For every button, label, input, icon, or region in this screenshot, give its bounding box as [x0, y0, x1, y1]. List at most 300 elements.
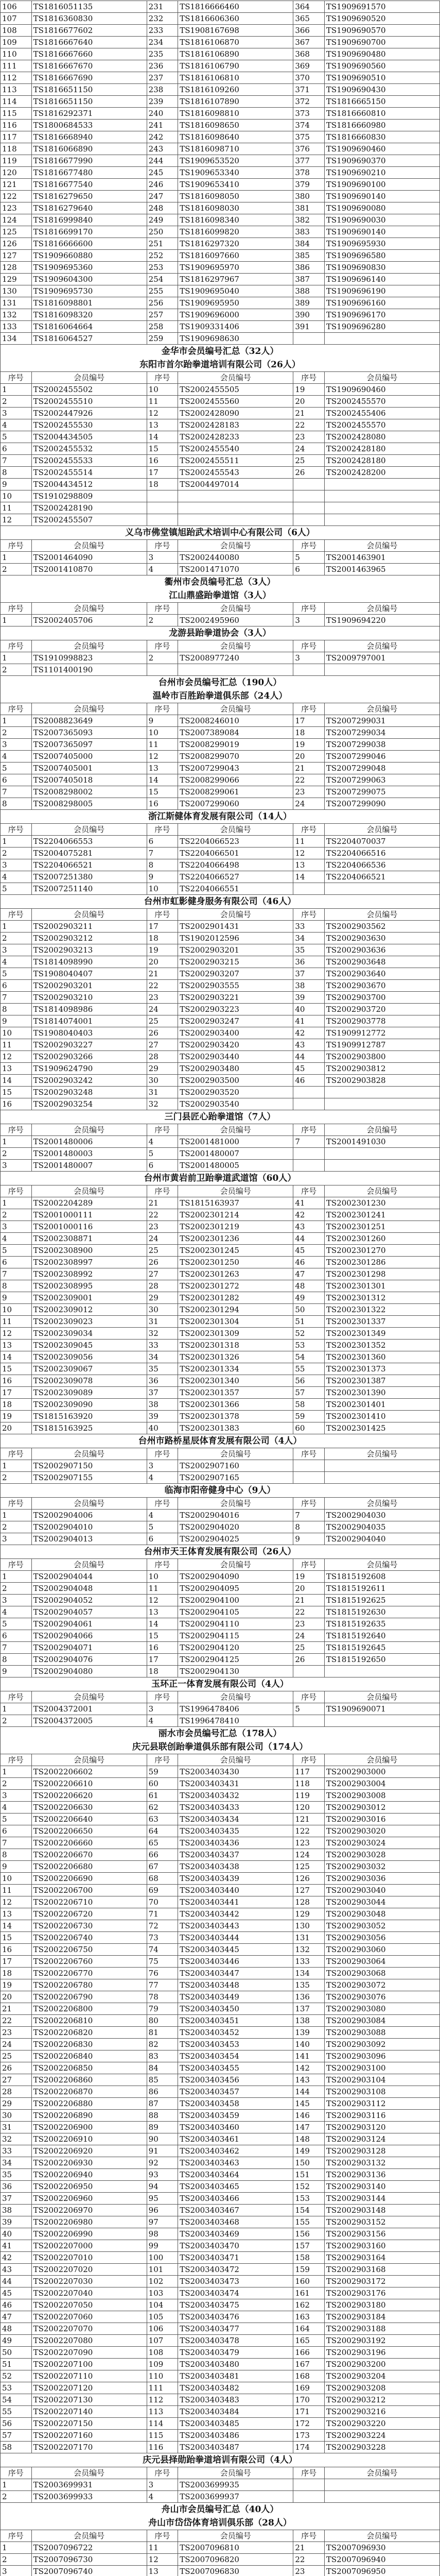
seq-cell: 67 — [147, 1861, 178, 1873]
member-id-cell: TS2002903000 — [324, 1766, 439, 1778]
seq-cell: 16 — [147, 798, 178, 810]
member-id-cell: TS2002903247 — [178, 1015, 293, 1027]
member-id-cell: TS2002903248 — [31, 1087, 147, 1098]
member-id-cell: TS2004075281 — [31, 848, 147, 859]
member-id-cell: TS2002903540 — [178, 1098, 293, 1110]
seq-cell: 112 — [147, 2394, 178, 2406]
member-id-cell: TS2002903168 — [324, 2264, 439, 2276]
seq-cell: 19 — [293, 739, 325, 751]
table-row — [1, 564, 440, 575]
member-id-cell: TS2002301245 — [178, 1245, 293, 1257]
member-id-cell: TS2003403439 — [178, 1873, 293, 1885]
table-row — [1, 238, 440, 250]
section-title: 衢州市会员编号汇总（3人） — [0, 575, 440, 589]
member-id-cell: TS2002206990 — [31, 2228, 147, 2240]
member-id-cell: TS1909690560 — [324, 60, 439, 72]
member-id-cell: TS2002207020 — [31, 2264, 147, 2276]
member-table — [0, 640, 440, 676]
member-id-cell: TS2002206660 — [31, 1837, 147, 1849]
member-id-cell: TS2003699935 — [178, 2479, 293, 2491]
table-row — [1, 1814, 440, 1825]
member-id-cell: TS2002903124 — [324, 2133, 439, 2145]
member-id-cell: TS2003403462 — [178, 2145, 293, 2157]
table-row — [1, 1472, 440, 1484]
table-row — [1, 443, 440, 455]
seq-cell: 126 — [1, 238, 32, 250]
seq-cell: 3 — [293, 615, 325, 626]
seq-cell: 76 — [147, 1968, 178, 1979]
seq-cell: 100 — [147, 2252, 178, 2264]
member-id-cell: TS2204066527 — [178, 871, 293, 883]
member-id-cell: TS2002903032 — [324, 1861, 439, 1873]
seq-cell: 55 — [1, 2406, 32, 2418]
seq-cell: 376 — [293, 143, 325, 155]
member-table — [0, 823, 440, 895]
member-id-cell: TS2002301352 — [324, 1340, 439, 1351]
header-cell: 序号 — [293, 372, 325, 384]
member-id-cell: TS2002301304 — [178, 1316, 293, 1328]
table-row — [1, 1654, 440, 1666]
member-id-cell: TS2002207090 — [31, 2347, 147, 2359]
member-id-cell: TS2002428200 — [324, 467, 439, 479]
seq-cell: 18 — [1, 1968, 32, 1979]
member-id-cell: TS2002301250 — [178, 1257, 293, 1268]
seq-cell: 249 — [147, 214, 178, 226]
seq-cell: 20 — [293, 396, 325, 408]
member-id-cell: TS2007096940 — [324, 2554, 439, 2566]
member-id-cell: TS2002301219 — [178, 1221, 293, 1233]
member-id-cell: TS2002903108 — [324, 2086, 439, 2098]
seq-cell: 108 — [1, 25, 32, 37]
member-id-cell: TS1909696170 — [324, 309, 439, 321]
seq-cell: 125 — [293, 1861, 325, 1873]
seq-cell: 134 — [1, 333, 32, 345]
member-id-cell: TS2003403432 — [178, 1790, 293, 1802]
member-id-cell: TS2003403460 — [178, 2122, 293, 2133]
table-row — [1, 1039, 440, 1051]
seq-cell: 15 — [147, 443, 178, 455]
header-cell: 序号 — [147, 1185, 178, 1197]
seq-cell: 33 — [1, 2145, 32, 2157]
table-row — [1, 2347, 440, 2359]
seq-cell: 43 — [293, 1039, 325, 1051]
table-row — [1, 84, 440, 96]
seq-cell: 165 — [293, 2335, 325, 2347]
header-cell: 会员编号 — [31, 540, 147, 552]
member-id-cell: TS2008299019 — [178, 739, 293, 751]
seq-cell: 129 — [293, 1908, 325, 1920]
member-id-cell: TS2002903096 — [324, 2050, 439, 2062]
member-id-cell: TS1816098650 — [178, 120, 293, 131]
seq-cell: 385 — [293, 250, 325, 262]
member-id-cell — [324, 1087, 439, 1098]
seq-cell: 40 — [147, 1422, 178, 1434]
member-id-cell: TS2002907150 — [31, 1460, 147, 1472]
member-id-cell — [324, 2491, 439, 2503]
member-id-cell: TS2003403441 — [178, 1896, 293, 1908]
member-id-cell: TS2002903180 — [324, 2299, 439, 2311]
member-id-cell: TS2001464090 — [31, 552, 147, 564]
member-id-cell: TS2002903068 — [324, 1968, 439, 1979]
seq-cell: 28 — [147, 1280, 178, 1292]
header-cell: 会员编号 — [178, 1559, 293, 1571]
member-id-cell — [178, 664, 293, 676]
seq-cell: 149 — [293, 2145, 325, 2157]
seq-cell: 17 — [147, 1654, 178, 1666]
seq-cell — [293, 1715, 325, 1727]
member-id-cell: TS2003403436 — [178, 1837, 293, 1849]
member-id-cell: TS1815163937 — [178, 1197, 293, 1209]
seq-cell: 1 — [1, 1136, 32, 1148]
member-id-cell: TS2002207040 — [31, 2287, 147, 2299]
section-title: 台州市路桥星辰体育发展有限公司（4人） — [0, 1434, 440, 1448]
table-row — [1, 1666, 440, 1677]
seq-cell: 151 — [293, 2169, 325, 2181]
member-id-cell: TS2002903060 — [324, 1944, 439, 1956]
seq-cell: 43 — [293, 1221, 325, 1233]
member-id-cell: TS2002903056 — [324, 1932, 439, 1944]
member-id-cell: TS2001000116 — [31, 1221, 147, 1233]
seq-cell: 164 — [293, 2323, 325, 2335]
seq-cell: 47 — [293, 1268, 325, 1280]
seq-cell: 240 — [147, 108, 178, 120]
seq-cell: 3 — [1, 2566, 32, 2576]
seq-cell: 4 — [147, 1136, 178, 1148]
header-cell: 序号 — [293, 1691, 325, 1703]
seq-cell: 52 — [293, 1328, 325, 1340]
table-row — [1, 1257, 440, 1268]
member-id-cell: TS2001480007 — [31, 1160, 147, 1172]
seq-cell: 20 — [293, 1583, 325, 1595]
seq-cell: 3 — [147, 1460, 178, 1472]
seq-cell: 87 — [147, 2098, 178, 2110]
seq-cell: 122 — [1, 191, 32, 202]
member-id-cell: TS1816677602 — [31, 25, 147, 37]
seq-cell: 131 — [1, 297, 32, 309]
member-id-cell: TS2003403481 — [178, 2370, 293, 2382]
table-row — [1, 727, 440, 739]
seq-cell: 15 — [147, 786, 178, 798]
seq-cell: 120 — [293, 1802, 325, 1814]
seq-cell: 84 — [147, 2062, 178, 2074]
member-id-cell: TS1816099820 — [178, 226, 293, 238]
member-id-cell: TS2002904052 — [31, 1595, 147, 1606]
seq-cell: 6 — [147, 1533, 178, 1545]
member-id-cell: TS2003403435 — [178, 1825, 293, 1837]
member-id-cell: TS2002301294 — [178, 1304, 293, 1316]
seq-cell: 6 — [293, 564, 325, 575]
seq-cell: 18 — [147, 479, 178, 490]
member-id-cell: TS2002301383 — [178, 1422, 293, 1434]
seq-cell: 12 — [1, 1051, 32, 1063]
member-id-cell: TS2002206750 — [31, 1944, 147, 1956]
seq-cell: 9 — [1, 1861, 32, 1873]
member-id-cell: TS2002903208 — [324, 2382, 439, 2394]
member-id-cell: TS1908040403 — [31, 1027, 147, 1039]
seq-cell: 78 — [147, 1991, 178, 2003]
member-id-cell: TS2002309001 — [31, 1292, 147, 1304]
seq-cell: 7 — [1, 1268, 32, 1280]
table-row — [1, 1051, 440, 1063]
seq-cell: 10 — [147, 727, 178, 739]
seq-cell — [147, 490, 178, 502]
seq-cell: 51 — [293, 1316, 325, 1328]
member-id-cell: TS2001463965 — [324, 564, 439, 575]
member-id-cell: TS2002903088 — [324, 2027, 439, 2039]
member-id-cell: TS1815192645 — [324, 1642, 439, 1654]
seq-cell: 2 — [1, 848, 32, 859]
table-row — [1, 419, 440, 431]
member-id-cell: TS2004372001 — [31, 1703, 147, 1715]
header-cell: 序号 — [1, 1185, 32, 1197]
member-id-cell — [324, 1160, 439, 1172]
table-row — [1, 762, 440, 774]
member-id-cell: TS1909696190 — [324, 285, 439, 297]
member-id-cell: TS1814098990 — [31, 956, 147, 968]
seq-cell: 3 — [293, 652, 325, 664]
header-cell: 会员编号 — [324, 640, 439, 652]
member-id-cell: TS2002455570 — [324, 396, 439, 408]
seq-cell: 18 — [147, 1666, 178, 1677]
member-id-cell: TS2002904095 — [178, 1583, 293, 1595]
table-row — [1, 384, 440, 396]
seq-cell: 2 — [1, 1521, 32, 1533]
table-row — [1, 191, 440, 202]
member-id-cell: TS2002308900 — [31, 1245, 147, 1257]
table-row — [1, 2430, 440, 2442]
member-id-cell: TS2002903176 — [324, 2287, 439, 2299]
member-id-cell: TS2003403457 — [178, 2086, 293, 2098]
seq-cell — [147, 664, 178, 676]
member-id-cell: TS2002903420 — [178, 1039, 293, 1051]
member-id-cell: TS2001481000 — [178, 1136, 293, 1148]
table-header-row — [1, 603, 440, 615]
member-id-cell: TS1816666460 — [178, 1, 293, 13]
member-id-cell: TS1816665150 — [324, 96, 439, 108]
member-id-cell: TS2002206740 — [31, 1932, 147, 1944]
member-id-cell: TS2007251140 — [31, 883, 147, 895]
member-id-cell: TS1816651150 — [31, 84, 147, 96]
seq-cell: 133 — [293, 1956, 325, 1968]
seq-cell: 106 — [1, 1, 32, 13]
seq-cell: 167 — [293, 2359, 325, 2370]
seq-cell: 1 — [1, 836, 32, 848]
table-row — [1, 1098, 440, 1110]
header-cell: 会员编号 — [31, 909, 147, 921]
seq-cell: 366 — [293, 25, 325, 37]
member-id-cell: TS2002903227 — [31, 1039, 147, 1051]
header-cell: 会员编号 — [324, 540, 439, 552]
member-id-cell: TS1909660880 — [31, 250, 147, 262]
seq-cell: 39 — [147, 1411, 178, 1422]
seq-cell: 14 — [293, 871, 325, 883]
section-title: 庆元县择勋跆拳道培训有限公司（4人） — [0, 2453, 440, 2467]
seq-cell: 89 — [147, 2122, 178, 2133]
member-id-cell: TS2002206850 — [31, 2062, 147, 2074]
seq-cell: 37 — [293, 968, 325, 980]
seq-cell: 231 — [147, 1, 178, 13]
seq-cell: 45 — [293, 1063, 325, 1075]
member-id-cell: TS2002301349 — [324, 1328, 439, 1340]
member-id-cell: TS2002308992 — [31, 1268, 147, 1280]
member-id-cell: TS1815192635 — [324, 1618, 439, 1630]
table-row — [1, 1063, 440, 1075]
seq-cell: 5 — [147, 1148, 178, 1160]
member-id-cell: TS2002455560 — [178, 396, 293, 408]
seq-cell: 2 — [1, 1715, 32, 1727]
table-row — [1, 1533, 440, 1545]
seq-cell: 14 — [147, 431, 178, 443]
seq-cell: 21 — [293, 408, 325, 419]
seq-cell — [147, 514, 178, 526]
header-cell: 会员编号 — [324, 909, 439, 921]
seq-cell: 12 — [1, 1328, 32, 1340]
header-cell: 会员编号 — [178, 640, 293, 652]
member-id-cell: TS2002903204 — [324, 2370, 439, 2382]
member-id-cell: TS2007096730 — [31, 2554, 147, 2566]
seq-cell: 245 — [147, 167, 178, 179]
member-id-cell: TS1909690071 — [324, 1703, 439, 1715]
table-row — [1, 2299, 440, 2311]
table-row — [1, 2359, 440, 2370]
member-id-cell: TS2002428183 — [178, 419, 293, 431]
member-id-cell: TS2003403476 — [178, 2311, 293, 2323]
member-id-cell: TS2204066521 — [31, 859, 147, 871]
seq-cell: 382 — [293, 214, 325, 226]
seq-cell: 107 — [1, 13, 32, 25]
member-id-cell: TS2004434505 — [31, 431, 147, 443]
seq-cell: 118 — [1, 143, 32, 155]
seq-cell — [293, 490, 325, 502]
table-header-row — [1, 1124, 440, 1136]
member-id-cell: TS2003403483 — [178, 2394, 293, 2406]
member-id-cell: TS2002206960 — [31, 2193, 147, 2205]
member-id-cell: TS1909912772 — [324, 1027, 439, 1039]
table-row — [1, 1715, 440, 1727]
seq-cell: 21 — [1, 2003, 32, 2015]
member-id-cell — [178, 502, 293, 514]
header-cell: 会员编号 — [31, 1754, 147, 1766]
seq-cell: 4 — [147, 1715, 178, 1727]
member-id-cell: TS1815192608 — [324, 1571, 439, 1583]
seq-cell: 153 — [293, 2193, 325, 2205]
table-header-row — [1, 703, 440, 715]
member-id-cell: TS2002206630 — [31, 1802, 147, 1814]
seq-cell: 61 — [147, 1790, 178, 1802]
member-id-cell: TS2002903828 — [324, 1075, 439, 1087]
member-id-cell: TS2002904110 — [178, 1618, 293, 1630]
member-id-cell: TS2002428080 — [324, 431, 439, 443]
header-cell: 序号 — [147, 1691, 178, 1703]
header-cell: 序号 — [147, 372, 178, 384]
seq-cell: 116 — [147, 2442, 178, 2453]
section-title: 浙江斯健体育发展有限公司（14人） — [0, 810, 440, 823]
seq-cell: 39 — [293, 992, 325, 1004]
table-row — [1, 2086, 440, 2098]
member-id-cell: TS2002903555 — [178, 980, 293, 992]
member-id-cell: TS2002903207 — [178, 968, 293, 980]
member-id-cell: TS2002301410 — [324, 1411, 439, 1422]
member-id-cell: TS1909690510 — [324, 72, 439, 84]
section-subtitle: 江山鼎盛跆拳道馆（3人） — [0, 589, 440, 602]
table-row — [1, 2145, 440, 2157]
member-id-cell: TS2002301378 — [178, 1411, 293, 1422]
header-cell: 会员编号 — [31, 1498, 147, 1510]
seq-cell: 131 — [293, 1932, 325, 1944]
table-row — [1, 2566, 440, 2576]
seq-cell: 7 — [1, 455, 32, 467]
seq-cell: 155 — [293, 2216, 325, 2228]
seq-cell: 111 — [147, 2382, 178, 2394]
table-row — [1, 1233, 440, 1245]
seq-cell: 9 — [1, 479, 32, 490]
seq-cell: 19 — [1, 1411, 32, 1422]
member-id-cell: TS2002309089 — [31, 1387, 147, 1399]
member-id-cell: TS2002903201 — [178, 944, 293, 956]
table-row — [1, 2418, 440, 2430]
seq-cell: 19 — [147, 944, 178, 956]
seq-cell: 141 — [293, 2050, 325, 2062]
member-id-cell: TS2003403478 — [178, 2335, 293, 2347]
table-row — [1, 155, 440, 167]
member-id-cell: TS1815192640 — [324, 1630, 439, 1642]
seq-cell: 119 — [1, 155, 32, 167]
seq-cell: 232 — [147, 13, 178, 25]
member-id-cell: TS2003403431 — [178, 1778, 293, 1790]
member-id-cell: TS2002903104 — [324, 2074, 439, 2086]
member-id-cell: TS2002904120 — [178, 1642, 293, 1654]
member-id-cell: TS2002301360 — [324, 1351, 439, 1363]
member-id-cell: TS2002301272 — [178, 1280, 293, 1292]
seq-cell: 380 — [293, 191, 325, 202]
seq-cell: 368 — [293, 48, 325, 60]
seq-cell: 85 — [147, 2074, 178, 2086]
seq-cell: 2 — [1, 1472, 32, 1484]
seq-cell: 21 — [293, 2542, 325, 2554]
seq-cell: 129 — [1, 274, 32, 285]
seq-cell: 101 — [147, 2264, 178, 2276]
seq-cell: 102 — [147, 2276, 178, 2287]
seq-cell: 37 — [1, 2193, 32, 2205]
member-id-cell: TS2002903140 — [324, 2181, 439, 2193]
header-cell: 序号 — [1, 1559, 32, 1571]
member-id-cell: TS2002903520 — [178, 1087, 293, 1098]
member-id-cell: TS1909690460 — [324, 143, 439, 155]
table-header-row — [1, 640, 440, 652]
seq-cell — [293, 883, 325, 895]
seq-cell: 24 — [293, 1630, 325, 1642]
member-table — [0, 602, 440, 626]
seq-cell: 31 — [147, 1087, 178, 1098]
member-id-cell: TS2204070037 — [324, 836, 439, 848]
member-id-cell: TS2002903112 — [324, 2098, 439, 2110]
seq-cell: 235 — [147, 48, 178, 60]
seq-cell: 2 — [1, 664, 32, 676]
member-id-cell: TS2002903036 — [324, 1873, 439, 1885]
member-id-cell: TS2002301425 — [324, 1422, 439, 1434]
seq-cell: 7 — [1, 1837, 32, 1849]
seq-cell: 75 — [147, 1956, 178, 1968]
table-row — [1, 1778, 440, 1790]
member-id-cell: TS2002904130 — [178, 1666, 293, 1677]
table-row — [1, 25, 440, 37]
seq-cell: 28 — [1, 2086, 32, 2098]
member-id-cell: TS1816606360 — [178, 13, 293, 25]
seq-cell: 3 — [147, 552, 178, 564]
table-row — [1, 2050, 440, 2062]
table-row — [1, 2098, 440, 2110]
member-id-cell: TS2003403452 — [178, 2027, 293, 2039]
